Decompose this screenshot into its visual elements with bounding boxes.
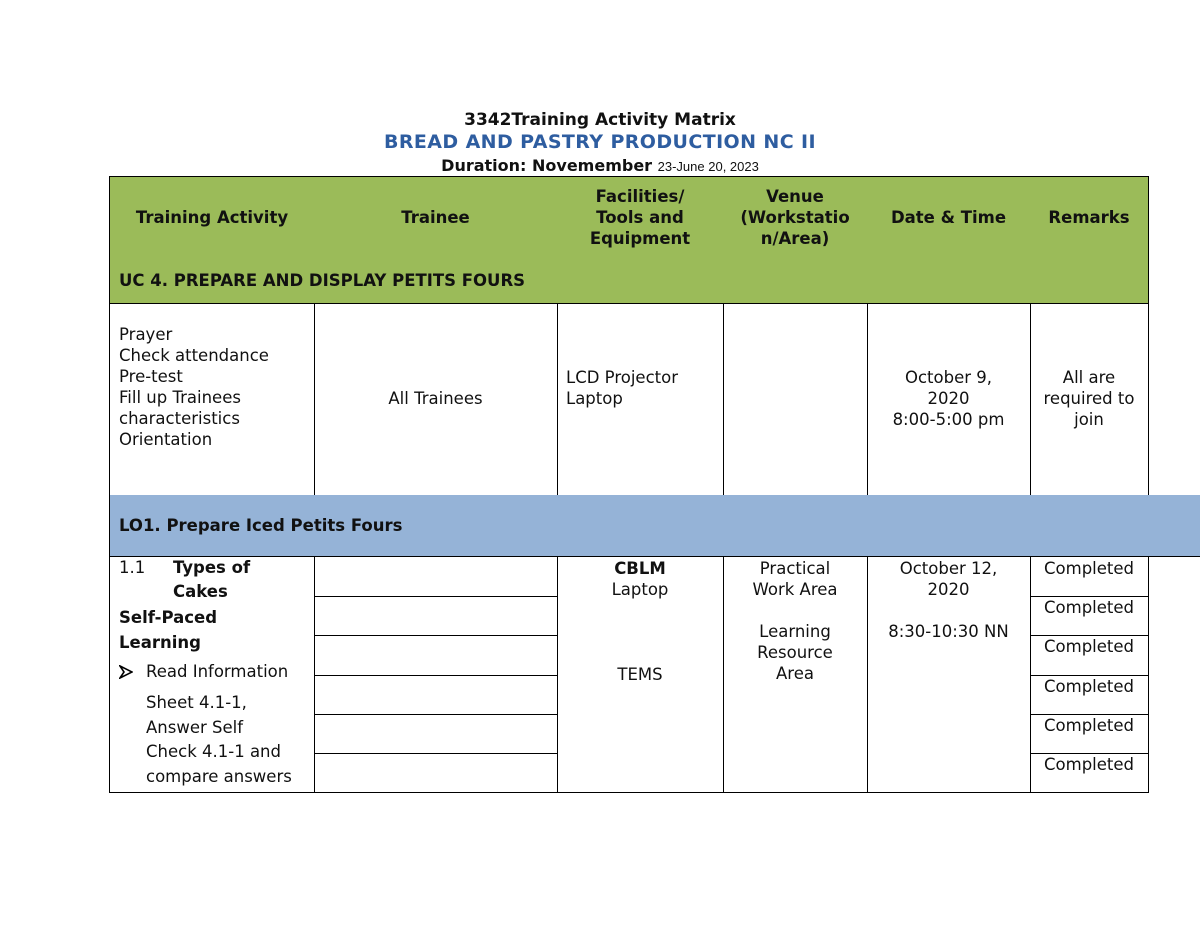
trainee-subrow — [314, 753, 558, 793]
bullet-continuation — [119, 691, 314, 789]
col-header-facilities — [557, 176, 724, 259]
lesson-title-line: Cakes — [173, 582, 228, 601]
activity-line: Fill up Trainees — [119, 388, 241, 407]
remark-value: Completed — [1044, 559, 1134, 578]
bullet-item — [119, 659, 314, 691]
trainee-subrow — [314, 635, 558, 676]
facility-line: Laptop — [611, 580, 669, 599]
remark-value: Completed — [1044, 755, 1134, 774]
venue-line: Area — [776, 664, 814, 683]
orientation-remarks — [1030, 303, 1149, 496]
lo1-facilities — [557, 556, 724, 793]
facility-line: CBLM — [614, 559, 666, 578]
remark-cell — [1030, 556, 1149, 597]
unit-of-competency-label: UC 4. PREPARE AND DISPLAY PETITS FOURS — [119, 271, 526, 290]
activity-line: Pre-test — [119, 367, 183, 386]
col-header-training-activity — [109, 176, 315, 259]
bullet-text: Read Information — [146, 662, 289, 681]
col-header-label: Date & Time — [890, 208, 1007, 227]
lo1-venue — [723, 556, 868, 793]
remark-value: Completed — [1044, 637, 1134, 656]
date-line: October 12, — [899, 559, 998, 578]
lesson-heading — [119, 557, 314, 605]
orientation-facilities — [557, 303, 724, 496]
trainee-subrow — [314, 596, 558, 636]
activity-line: Orientation — [119, 430, 213, 449]
orientation-activities — [109, 303, 315, 496]
document-title: 3342Training Activity Matrix — [464, 110, 736, 130]
trainee-subrow — [314, 714, 558, 754]
remark-cell — [1030, 753, 1149, 793]
learning-mode-line: Self-Paced — [119, 608, 218, 627]
remark-value: Completed — [1044, 677, 1134, 696]
orientation-venue — [723, 303, 868, 496]
venue-line: Practical — [759, 559, 831, 578]
facility-line: LCD Projector — [566, 368, 678, 387]
remark-line: join — [1074, 410, 1104, 429]
remark-line: required to — [1043, 389, 1135, 408]
date-line: 2020 — [927, 580, 970, 599]
trainee-subrow — [314, 675, 558, 715]
bullet-continuation-line: Check 4.1-1 and — [146, 742, 281, 761]
program-title: BREAD AND PASTRY PRODUCTION NC II — [383, 131, 817, 153]
remark-value: Completed — [1044, 716, 1134, 735]
col-header-label: Venue (Workstatio n/Area) — [740, 187, 850, 248]
col-header-remarks — [1030, 176, 1149, 259]
date-line: October 9, — [904, 368, 993, 387]
col-header-venue — [723, 176, 868, 259]
bullet-continuation-line: Answer Self — [146, 717, 244, 737]
col-header-trainee — [314, 176, 558, 259]
remark-line: All are — [1062, 368, 1116, 387]
venue-line: Resource — [757, 643, 833, 662]
lo1-activity — [109, 556, 315, 793]
activity-line: Check attendance — [119, 346, 269, 365]
remark-value: Completed — [1044, 598, 1134, 617]
learning-outcome-label: LO1. Prepare Iced Petits Fours — [119, 516, 403, 535]
orientation-date-time — [867, 303, 1031, 496]
date-line: 2020 — [927, 389, 970, 408]
remark-cell — [1030, 714, 1149, 754]
trainee-subrow — [314, 556, 558, 597]
duration-line — [0, 156, 1200, 175]
col-header-label: Training Activity — [135, 208, 289, 227]
learning-outcome-row — [109, 495, 1200, 557]
venue-line: Learning — [759, 622, 831, 641]
col-header-date-time — [867, 176, 1031, 259]
activity-line: Prayer — [119, 325, 173, 344]
bullet-continuation-line: compare answers — [146, 766, 292, 786]
col-header-label: Trainee — [401, 208, 470, 227]
remark-cell — [1030, 675, 1149, 715]
learning-mode-line: Learning — [119, 633, 201, 652]
remark-cell — [1030, 596, 1149, 636]
venue-line: Work Area — [752, 580, 838, 599]
activity-line: characteristics — [119, 409, 240, 428]
trainee-value: All Trainees — [388, 389, 483, 408]
unit-of-competency-row — [109, 258, 1149, 304]
col-header-label: Facilities/ Tools and Equipment — [589, 187, 691, 248]
lesson-title-line: Types of — [173, 558, 251, 577]
time-line: 8:00-5:00 pm — [892, 410, 1005, 429]
arrow-bullet-icon — [119, 663, 133, 684]
bullet-continuation-line: Sheet 4.1-1, — [146, 693, 247, 712]
remark-cell — [1030, 635, 1149, 676]
col-header-label: Remarks — [1048, 208, 1130, 227]
facility-line: TEMS — [617, 665, 663, 684]
orientation-trainee — [314, 303, 558, 496]
facility-line: Laptop — [566, 389, 623, 408]
lo1-date-time — [867, 556, 1031, 793]
lesson-number: 1.1 — [119, 558, 146, 577]
duration-dates: 23-June 20, 2023 — [657, 159, 759, 174]
time-line: 8:30-10:30 NN — [888, 622, 1009, 641]
duration-label: Duration: Novemember — [441, 156, 653, 175]
